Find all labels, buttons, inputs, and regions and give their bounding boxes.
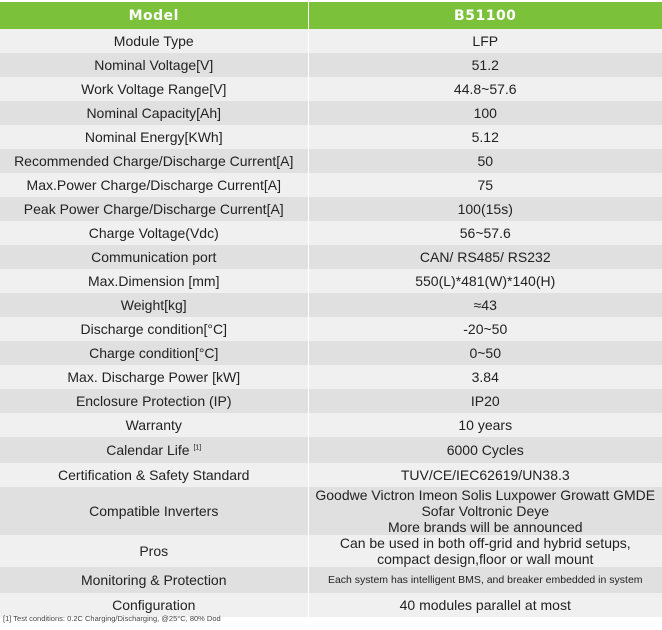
table-row xyxy=(0,413,662,437)
row-label: Nominal Capacity[Ah] xyxy=(0,101,308,125)
footnote-marker: [1] xyxy=(193,444,202,452)
row-label: Nominal Voltage[V] xyxy=(0,53,308,77)
row-label: Module Type xyxy=(0,29,308,53)
row-value: 10 years xyxy=(308,413,662,437)
table-row xyxy=(0,389,662,413)
table-row xyxy=(0,77,662,101)
row-value: TUV/CE/IEC62619/UN38.3 xyxy=(308,463,662,487)
row-value: 40 modules parallel at most xyxy=(308,593,662,617)
row-label: Discharge condition[°C] xyxy=(0,317,308,341)
row-label: Charge Voltage(Vdc) xyxy=(0,221,308,245)
row-label: Peak Power Charge/Discharge Current[A] xyxy=(0,197,308,221)
table-row xyxy=(0,365,662,389)
row-label: Max.Power Charge/Discharge Current[A] xyxy=(0,173,308,197)
row-value: 100(15s) xyxy=(308,197,662,221)
row-label: Compatible Inverters xyxy=(0,487,308,535)
row-value: IP20 xyxy=(308,389,662,413)
row-value: ≈43 xyxy=(308,293,662,317)
row-label: Configuration xyxy=(0,593,308,617)
table-row xyxy=(0,125,662,149)
row-value: 50 xyxy=(308,149,662,173)
row-value: -20~50 xyxy=(308,317,662,341)
row-value: 5.12 xyxy=(308,125,662,149)
row-value: 44.8~57.6 xyxy=(308,77,662,101)
row-value: 56~57.6 xyxy=(308,221,662,245)
row-label xyxy=(0,437,308,463)
table-row xyxy=(0,293,662,317)
table-row xyxy=(0,317,662,341)
row-label: Warranty xyxy=(0,413,308,437)
table-row xyxy=(0,567,662,593)
row-label: Nominal Energy[KWh] xyxy=(0,125,308,149)
row-value: 51.2 xyxy=(308,53,662,77)
row-label: Certification & Safety Standard xyxy=(0,463,308,487)
table-row xyxy=(0,463,662,487)
table-row xyxy=(0,437,662,463)
calendar-life-label: Calendar Life xyxy=(106,441,190,458)
row-label: Monitoring & Protection xyxy=(0,567,308,593)
table-row xyxy=(0,221,662,245)
table-row xyxy=(0,29,662,53)
table-row xyxy=(0,269,662,293)
row-value: CAN/ RS485/ RS232 xyxy=(308,245,662,269)
row-label: Communication port xyxy=(0,245,308,269)
row-value: 6000 Cycles xyxy=(308,437,662,463)
header-label: Model xyxy=(0,2,308,29)
row-label: Recommended Charge/Discharge Current[A] xyxy=(0,149,308,173)
table-row xyxy=(0,149,662,173)
row-label: Pros xyxy=(0,535,308,567)
row-label: Work Voltage Range[V] xyxy=(0,77,308,101)
table-row xyxy=(0,197,662,221)
table-row xyxy=(0,173,662,197)
row-value: Each system has intelligent BMS, and breaker embedded in system xyxy=(308,567,662,593)
spec-table xyxy=(0,2,662,617)
row-value: 550(L)*481(W)*140(H) xyxy=(308,269,662,293)
footnote: [1] Test conditions: 0.2C Charging/Discharging, @25°C, 80% Dod xyxy=(3,614,221,623)
table-row xyxy=(0,487,662,535)
table-row xyxy=(0,245,662,269)
row-value: 0~50 xyxy=(308,341,662,365)
row-value xyxy=(308,487,662,535)
header-model-value: B51100 xyxy=(308,2,662,29)
row-value: Can be used in both off-grid and hybrid setups, compact design,floor or wall mount xyxy=(308,535,662,567)
inverter-note: More brands will be announced xyxy=(387,519,583,536)
row-value: 100 xyxy=(308,101,662,125)
row-value: 75 xyxy=(308,173,662,197)
row-label: Max. Discharge Power [kW] xyxy=(0,365,308,389)
row-label: Weight[kg] xyxy=(0,293,308,317)
table-row xyxy=(0,53,662,77)
table-row xyxy=(0,535,662,567)
row-value: LFP xyxy=(308,29,662,53)
row-label: Charge condition[°C] xyxy=(0,341,308,365)
row-value: 3.84 xyxy=(308,365,662,389)
row-label: Max.Dimension [mm] xyxy=(0,269,308,293)
row-label: Enclosure Protection (IP) xyxy=(0,389,308,413)
table-row xyxy=(0,341,662,365)
inverter-brands: Goodwe Victron Imeon Solis Luxpower Growatt GMDE Sofar Voltronic Deye xyxy=(315,487,656,520)
header-row xyxy=(0,2,662,29)
table-row xyxy=(0,101,662,125)
